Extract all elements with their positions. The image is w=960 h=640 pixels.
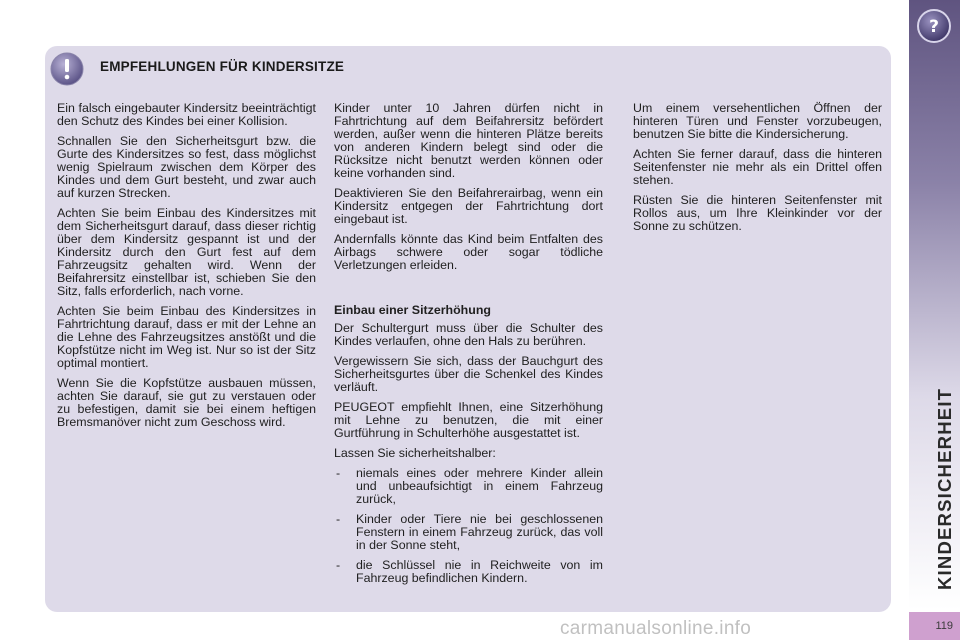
paragraph: Wenn Sie die Kopfstütze ausbauen müssen, achten Sie darauf, sie gut zu verstauen oder zu befestigen, damit sie bei einem heftigen Bremsmanöver nicht zum Geschoss wird. (57, 376, 316, 429)
bullet-list (334, 467, 603, 585)
paragraph: Schnallen Sie den Sicherheitsgurt bzw. die Gurte des Kindersitzes so fest, dass möglichst wenig Spielraum zwischen dem Körper des Kindes und dem Gurt besteht, und zwar auch auf kurzen Strecken. (57, 134, 316, 200)
paragraph: PEUGEOT empfiehlt Ihnen, eine Sitzerhöhung mit Lehne zu benutzen, die mit einer Gurtführung in Schulterhöhe ausgestattet ist. (334, 400, 603, 440)
warning-exclamation-icon (50, 52, 84, 86)
paragraph: Andernfalls könnte das Kind beim Entfalten des Airbags schwere oder sogar tödliche Verletzungen erleiden. (334, 232, 603, 272)
paragraph: Der Schultergurt muss über die Schulter des Kindes verlaufen, ohne den Hals zu berühren. (334, 321, 603, 348)
list-item: - Kinder oder Tiere nie bei geschlossenen Fenstern in einem Fahrzeug zurück, das voll in der Sonne steht, (334, 513, 603, 552)
section-subheading: Einbau einer Sitzerhöhung (334, 303, 491, 317)
paragraph: Deaktivieren Sie den Beifahrerairbag, wenn ein Kindersitz entgegen der Fahrtrichtung dort eingebaut ist. (334, 186, 603, 226)
paragraph: Achten Sie ferner darauf, dass die hinteren Seitenfenster nie mehr als ein Drittel offen stehen. (633, 147, 882, 187)
column-1 (57, 102, 316, 436)
question-mark-icon (916, 8, 952, 44)
paragraph: Achten Sie beim Einbau des Kindersitzes in Fahrtrichtung darauf, dass er mit der Lehne an die Lehne des Fahrzeugsitzes anstößt und die Kopfstütze nicht im Weg ist. Nur so ist der Sitz optimal montiert. (57, 304, 316, 370)
help-icon-glyph: ? (929, 17, 939, 37)
paragraph: Achten Sie beim Einbau des Kindersitzes mit dem Sicherheitsgurt darauf, dass dieser richtig über dem Kindersitz gespannt ist und der Kindersitz durch den Gurt fest auf dem Fahrzeugsitz gehalten wird. Wenn der Beifahrersitz einstellbar ist, schieben Sie den Sitz, falls erforderlich, nach vorne. (57, 206, 316, 298)
paragraph: Kinder unter 10 Jahren dürfen nicht in Fahrtrichtung auf dem Beifahrersitz befördert werden, außer wenn die hinteren Plätze bereits von anderen Kindern belegt sind oder die Rücksitze nicht benutzt werden können oder keine vorhanden sind. (334, 101, 603, 180)
page-number: 119 (935, 620, 953, 632)
watermark: carmanualsonline.info (560, 618, 752, 639)
column-2 (334, 102, 603, 592)
page-title: EMPFEHLUNGEN FÜR KINDERSITZE (100, 59, 345, 74)
paragraph: Vergewissern Sie sich, dass der Bauchgurt des Sicherheitsgurtes über die Schenkel des Kindes verläuft. (334, 354, 603, 394)
list-item: - niemals eines oder mehrere Kinder allein und unbeaufsichtigt in einem Fahrzeug zurück, (334, 467, 603, 506)
paragraph: Lassen Sie sicherheitshalber: (334, 446, 496, 460)
section-title: KINDERSICHERHEIT (934, 387, 955, 590)
paragraph: Rüsten Sie die hinteren Seitenfenster mit Rollos aus, um Ihre Kleinkinder vor der Sonne zu schützen. (633, 193, 882, 233)
paragraph: Um einem versehentlichen Öffnen der hinteren Türen und Fenster vorzubeugen, benutzen Sie bitte die Kindersicherung. (633, 101, 882, 141)
paragraph: Ein falsch eingebauter Kindersitz beeinträchtigt den Schutz des Kindes bei einer Kollision. (57, 101, 316, 128)
column-3 (633, 102, 882, 240)
list-item: - die Schlüssel nie in Reichweite von im Fahrzeug befindlichen Kindern. (334, 559, 603, 585)
